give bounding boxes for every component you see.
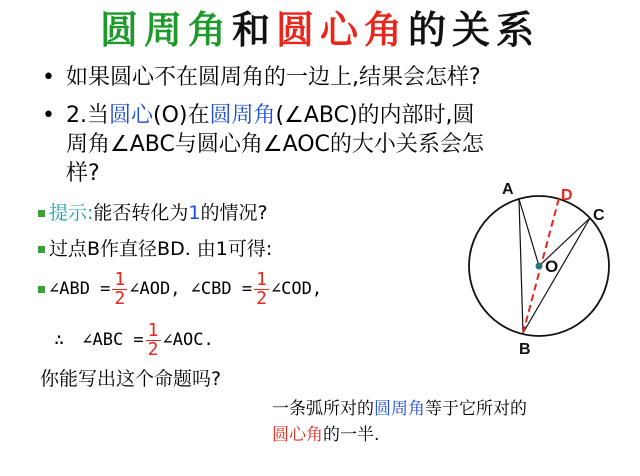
title-and: 和 xyxy=(231,7,276,52)
answer-term-central: 圆心角 xyxy=(272,425,323,445)
bullet-question-1: 如果圆心不在圆周角的一边上,结果会怎样? xyxy=(66,65,481,90)
answer-text-a: 一条弧所对的 xyxy=(272,399,374,419)
label-b: B xyxy=(519,341,531,358)
fraction-denominator: 2 xyxy=(147,338,159,360)
fraction-half xyxy=(112,268,127,309)
proposition-answer xyxy=(272,396,612,448)
equation-1 xyxy=(38,267,322,311)
center-point xyxy=(536,263,543,270)
bullet-marker-1: • xyxy=(42,65,55,90)
title-central-angle: 圆心角 xyxy=(276,7,409,52)
hint-line xyxy=(38,200,268,226)
bullet-2-prefix: 2.当 xyxy=(66,103,109,128)
eq1-part-b: ∠AOD, ∠CBD = xyxy=(129,279,253,299)
square-bullet-icon xyxy=(38,246,45,253)
fraction-half xyxy=(254,268,269,309)
bullet-2-line-2: 周角∠ABC与圆心角∠AOC的大小关系会怎 xyxy=(66,132,484,157)
answer-text-c: 的一半. xyxy=(323,425,380,445)
bullet-2-line-3: 样? xyxy=(66,161,100,186)
term-center: 圆心 xyxy=(109,103,154,128)
label-a: A xyxy=(502,181,514,198)
hint-number: 1 xyxy=(188,202,201,224)
title-inscribed-angle: 圆周角 xyxy=(99,7,232,52)
answer-text-b: 等于它所对的 xyxy=(425,399,527,419)
hint-text-b: 的情况? xyxy=(200,202,268,224)
bullet-2-mid-2: (∠ABC)的内部时,圆 xyxy=(275,103,475,128)
fraction-denominator: 2 xyxy=(114,287,126,309)
square-bullet-icon xyxy=(38,210,45,217)
slide-title xyxy=(0,4,640,56)
eq1-part-a: ∠ABD = xyxy=(49,279,111,299)
answer-term-inscribed: 圆周角 xyxy=(374,399,425,419)
eq2-part-b: ∠AOC. xyxy=(162,330,214,350)
bullet-2-line-1 xyxy=(66,101,606,130)
diameter-step-text: 过点B作直径BD. 由1可得: xyxy=(49,238,273,260)
fraction-half xyxy=(146,319,161,360)
label-d: D xyxy=(561,187,573,204)
eq2-part-a: ∠ABC = xyxy=(82,330,144,350)
proposition-question: 你能写出这个命题吗? xyxy=(40,368,222,390)
fraction-denominator: 2 xyxy=(256,287,267,309)
hint-label: 提示: xyxy=(49,202,94,224)
hint-text-a: 能否转化为 xyxy=(93,202,189,224)
label-c: C xyxy=(593,207,605,224)
eq1-part-c: ∠COD, xyxy=(270,279,323,299)
radius-oa xyxy=(519,199,539,266)
square-bullet-icon xyxy=(38,286,45,293)
title-relation: 的关系 xyxy=(408,7,541,52)
fraction-numerator: 1 xyxy=(114,268,126,290)
answer-line-1 xyxy=(272,396,612,422)
fraction-numerator: 1 xyxy=(256,268,267,290)
answer-line-2 xyxy=(272,422,612,448)
label-o: O xyxy=(545,257,559,276)
fraction-numerator: 1 xyxy=(147,319,159,341)
bullet-2-mid-1: (O)在 xyxy=(153,103,210,128)
term-inscribed-angle: 圆周角 xyxy=(209,103,276,128)
therefore-symbol: ∴ xyxy=(54,330,65,350)
chord-ba xyxy=(519,199,523,333)
diameter-step xyxy=(38,236,272,262)
bullet-marker-2: • xyxy=(42,103,55,128)
circle-figure xyxy=(455,172,635,362)
equation-2 xyxy=(54,318,214,362)
